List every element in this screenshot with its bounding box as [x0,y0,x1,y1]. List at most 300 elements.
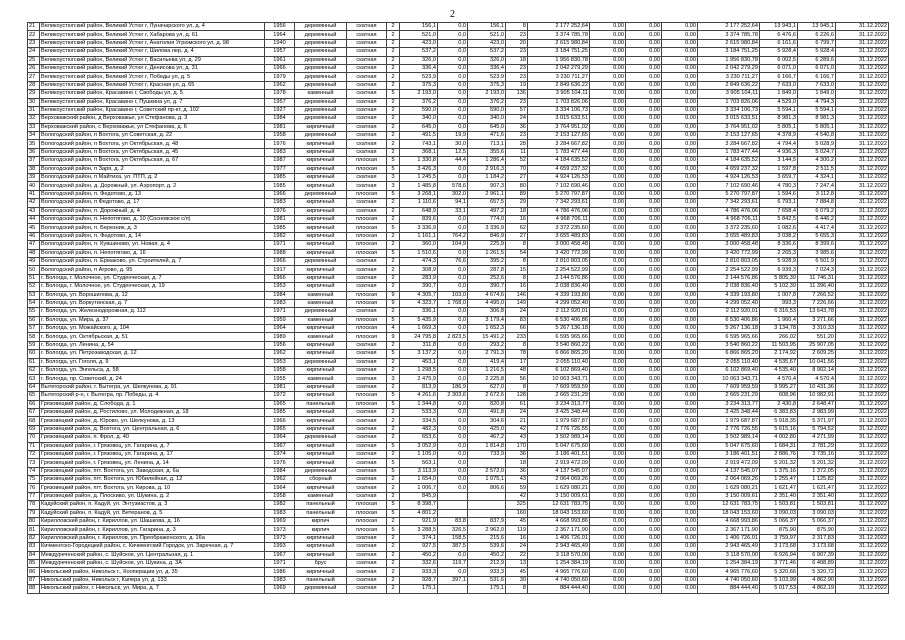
table-row [28,585,889,593]
cell-cost-federal: 0,00 [590,526,626,534]
cell-total-cost: 2 064 069,26 [528,476,590,484]
cell-cost-owners: 10 063 343,71 [698,375,760,383]
cell-unit-cost: 6 476,6 [760,31,798,39]
cell-roof-type: плоская [347,392,387,400]
cell-wall-material: деревянный [295,81,347,89]
cell-year-built: 1984 [265,291,295,299]
cell-residential-area: 467,2 [468,434,506,442]
cell-residents: 23 [506,31,528,39]
cell-cost-regional: 0,00 [626,48,662,56]
table-row [28,81,889,89]
cell-residents: 29 [506,199,528,207]
cell-total-area: 336,1 [400,308,438,316]
cell-cost-regional: 0,00 [626,459,662,467]
cell-total-area: 1 006,7 [400,484,438,492]
cell-year-built: 1958 [265,367,295,375]
cell-unit-cost: 4 378,9 [760,132,798,140]
cell-residential-area: 2 961,1 [468,190,506,198]
cell-cost-local: 0,00 [662,115,698,123]
cell-floors: 2 [387,518,400,526]
cell-address: Вологодский район, п Вохтога, ул Октябрьская, д. 45 [40,148,265,156]
cell-residential-area: 537,2 [468,48,506,56]
cell-address: Великоустюгский район, Великий Устюг г, Хабарова ул, д. 61 [40,31,265,39]
cell-wall-material: деревянный [295,467,347,475]
cell-floors: 5 [387,165,400,173]
cell-cost-owners: 884 444,40 [698,585,760,593]
cell-wall-material: деревянный [295,56,347,64]
cell-cost-federal: 0,00 [590,492,626,500]
cell-roof-type: скатная [347,484,387,492]
cell-residential-area: 215,6 [468,534,506,542]
cell-plan-date: 31.12.2022 [836,90,889,98]
cell-address: Грязовецкий район, д. Слобода, д. 1 [40,400,265,408]
cell-address: Вологодский район, п Заря, д. 2 [40,165,265,173]
cell-unit-cost: 3 771,46 [760,560,798,568]
cell-residential-area: 1 075,1 [468,476,506,484]
cell-cost-local: 0,00 [662,325,698,333]
cell-unit-cost: 2 430,8 [760,400,798,408]
cell-cost-federal: 0,00 [590,325,626,333]
cell-nonresidential-area: 0,0 [438,64,468,72]
cell-total-cost: 7 342 293,61 [528,199,590,207]
cell-cost-local: 0,00 [662,425,698,433]
table-row [28,249,889,257]
cell-residents: 15 [506,266,528,274]
cell-cost-federal: 0,00 [590,224,626,232]
cell-cost-local: 0,00 [662,23,698,31]
cell-plan-date: 31.12.2022 [836,299,889,307]
cell-max-unit-cost: 4 794,3 [798,98,836,106]
cell-wall-material: деревянный [295,585,347,593]
cell-cost-federal: 0,00 [590,358,626,366]
cell-max-unit-cost: 5 594,1 [798,106,836,114]
cell-cost-regional: 0,00 [626,64,662,72]
cell-residential-area: 287,8 [468,266,506,274]
cell-residents: 16 [506,534,528,542]
cell-plan-date: 31.12.2022 [836,325,889,333]
cell-residential-area: 375,3 [468,81,506,89]
cell-plan-date: 31.12.2022 [836,182,889,190]
cell-total-area: 928,7 [400,576,438,584]
cell-cost-regional: 0,00 [626,123,662,131]
cell-total-cost: 18 043 153,60 [528,509,590,517]
cell-roof-type: плоская [347,215,387,223]
cell-total-area: 375,3 [400,81,438,89]
cell-address: Никольский район, Никольск г, Капера ул, д. 133 [40,576,265,584]
cell-total-cost: 2 943 465,49 [528,543,590,551]
cell-cost-owners: 2 064 069,26 [698,476,760,484]
cell-year-built: 1981 [265,215,295,223]
cell-cost-owners: 4 184 635,52 [698,157,760,165]
cell-roof-type: скатная [347,459,387,467]
cell-row-number: 44 [28,215,40,223]
table-row [28,148,889,156]
cell-row-number: 87 [28,576,40,584]
cell-residents: 45 [506,568,528,576]
cell-max-unit-cost: 4 540,8 [798,132,836,140]
cell-year-built: 1982 [265,501,295,509]
cell-total-area: 4 801,2 [400,509,438,517]
cell-year-built: 1983 [265,576,295,584]
cell-floors: 5 [387,157,400,165]
cell-nonresidential-area: 0,0 [438,568,468,576]
cell-cost-federal: 0,00 [590,274,626,282]
cell-cost-federal: 0,00 [590,367,626,375]
cell-address: Великоустюгский район, Великий Устюг г, Денисова ул, д. 31 [40,64,265,72]
cell-address: Кадуйский район, п. Кадуй, ул. Ветеранов, д. 5 [40,509,265,517]
cell-residential-area: 423,0 [468,39,506,47]
cell-address: г. Вологда, ул. Петрозаводская, д. 12 [40,350,265,358]
cell-cost-owners: 5 267 136,18 [698,325,760,333]
cell-unit-cost: 6 166,7 [760,73,798,81]
cell-year-built: 1964 [265,31,295,39]
cell-max-unit-cost: 5 928,4 [798,48,836,56]
cell-total-cost: 3 425 348,44 [528,408,590,416]
table-row [28,190,889,198]
cell-residents: 8 [506,341,528,349]
cell-cost-federal: 0,00 [590,459,626,467]
cell-plan-date: 31.12.2022 [836,518,889,526]
cell-cost-local: 0,00 [662,48,698,56]
cell-total-area: 921,9 [400,518,438,526]
cell-total-area: 332,6 [400,560,438,568]
cell-floors: 9 [387,291,400,299]
cell-roof-type: плоская [347,518,387,526]
cell-residents: 48 [506,367,528,375]
cell-total-cost: 4 299 052,40 [528,299,590,307]
cell-residential-area: 336,4 [468,64,506,72]
cell-address: Кичменгско-Городецкий район, с. Кичменгский Городок, ул. Заречная, д. 7 [40,543,265,551]
table-row [28,207,889,215]
cell-floors: 2 [387,106,400,114]
cell-cost-regional: 0,00 [626,266,662,274]
cell-max-unit-cost: 6 071,0 [798,64,836,72]
cell-roof-type: скатная [347,568,387,576]
cell-total-area: 1 245,5 [400,174,438,182]
cell-nonresidential-area: 19,9 [438,132,468,140]
cell-roof-type: скатная [347,274,387,282]
cell-nonresidential-area: 2 823,5 [438,333,468,341]
cell-cost-owners: 2 615 980,84 [698,39,760,47]
cell-row-number: 58 [28,333,40,341]
cell-plan-date: 31.12.2022 [836,148,889,156]
cell-cost-local: 0,00 [662,207,698,215]
cell-wall-material: деревянный [295,23,347,31]
cell-unit-cost: 6 939,3 [760,266,798,274]
cell-cost-owners: 4 740 050,60 [698,576,760,584]
cell-nonresidential-area: 0,0 [438,367,468,375]
cell-residents: 11 [506,148,528,156]
cell-total-area: 590,0 [400,106,438,114]
cell-row-number: 66 [28,400,40,408]
cell-max-unit-cost: 7 266,52 [798,291,836,299]
cell-cost-local: 0,00 [662,232,698,240]
cell-unit-cost: 6 071,0 [760,64,798,72]
cell-floors: 5 [387,224,400,232]
cell-residents: 8 [506,274,528,282]
cell-cost-regional: 0,00 [626,31,662,39]
cell-cost-local: 0,00 [662,283,698,291]
cell-roof-type: скатная [347,132,387,140]
cell-residents: 66 [506,325,528,333]
cell-total-area: 1 298,5 [400,367,438,375]
cell-address: Великоустюгский район, Великий Устюг г, Васильева ул, д. 29 [40,56,265,64]
cell-total-area: 645,0 [400,123,438,131]
cell-cost-regional: 0,00 [626,383,662,391]
cell-plan-date: 31.12.2022 [836,106,889,114]
cell-cost-regional: 0,00 [626,367,662,375]
cell-plan-date: 31.12.2022 [836,257,889,265]
cell-unit-cost: 1 007,8 [760,291,798,299]
cell-year-built: 1983 [265,148,295,156]
cell-nonresidential-area: 0,0 [438,90,468,98]
cell-address: Вологодский район, п Агрово, д. 95 [40,266,265,274]
cell-plan-date: 31.12.2022 [836,140,889,148]
cell-row-number: 56 [28,316,40,324]
cell-cost-regional: 0,00 [626,492,662,500]
cell-max-unit-cost: 875,90 [798,526,836,534]
cell-roof-type: скатная [347,199,387,207]
cell-year-built: 1964 [265,484,295,492]
table-row [28,132,889,140]
cell-address: Грязовецкий район, г. Грязовец, ул. Гагарина, д. 17 [40,450,265,458]
cell-max-unit-cost: 6 166,7 [798,73,836,81]
cell-row-number: 27 [28,73,40,81]
cell-cost-regional: 0,00 [626,39,662,47]
cell-floors: 2 [387,543,400,551]
cell-total-area: 308,9 [400,266,438,274]
cell-cost-local: 0,00 [662,333,698,341]
table-row [28,90,889,98]
cell-cost-federal: 0,00 [590,56,626,64]
cell-row-number: 83 [28,543,40,551]
cell-wall-material: деревянный [295,48,347,56]
cell-cost-federal: 0,00 [590,560,626,568]
table-row [28,534,889,542]
cell-max-unit-cost: 3 173,68 [798,543,836,551]
cell-address: г. Вологда, г. Молочное, ул. Студенческая, д. 19 [40,283,265,291]
cell-floors: 2 [387,73,400,81]
cell-residential-area: 395,2 [468,257,506,265]
cell-floors: 2 [387,31,400,39]
cell-cost-owners: 3 655 489,83 [698,232,760,240]
cell-total-area: 1 344,8 [400,400,438,408]
cell-max-unit-cost: 5 371,97 [798,417,836,425]
cell-plan-date: 31.12.2022 [836,350,889,358]
cell-total-cost: 3 186 401,51 [528,450,590,458]
cell-floors: 2 [387,232,400,240]
cell-cost-local: 0,00 [662,31,698,39]
cell-residential-area: 539,6 [468,543,506,551]
cell-residential-area: 252,6 [468,274,506,282]
cell-cost-owners: 1 979 687,87 [698,417,760,425]
cell-floors: 2 [387,450,400,458]
cell-unit-cost: 1 375,16 [760,467,798,475]
cell-wall-material: кирпичный [295,232,347,240]
cell-cost-federal: 0,00 [590,48,626,56]
cell-cost-owners: 2 367 171,90 [698,526,760,534]
cell-max-unit-cost: 11 746,31 [798,274,836,282]
cell-cost-owners: 4 659 237,32 [698,165,760,173]
cell-year-built: 1955 [265,375,295,383]
cell-total-cost: 2 810 803,05 [528,257,590,265]
cell-residents: 61 [506,400,528,408]
cell-floors: 2 [387,484,400,492]
cell-plan-date: 31.12.2022 [836,157,889,165]
cell-nonresidential-area: 12,5 [438,148,468,156]
cell-residential-area: 2 962,0 [468,526,506,534]
cell-unit-cost: 2 265,3 [760,249,798,257]
cell-row-number: 80 [28,518,40,526]
table-row [28,31,889,39]
cell-nonresidential-area: 186,9 [438,383,468,391]
cell-max-unit-cost: 2 648,47 [798,400,836,408]
cell-cost-regional: 0,00 [626,182,662,190]
cell-year-built: 1985 [265,182,295,190]
cell-total-cost: 3 420 772,99 [528,249,590,257]
cell-residents: 36 [506,123,528,131]
cell-row-number: 63 [28,375,40,383]
cell-roof-type: плоская [347,249,387,257]
cell-residents: 8 [506,585,528,593]
cell-cost-regional: 0,00 [626,358,662,366]
cell-total-cost: 1 406 726,01 [528,534,590,542]
cell-unit-cost: 266,02 [760,333,798,341]
cell-wall-material: кирпичный [295,157,347,165]
cell-total-cost: 1 979 687,87 [528,417,590,425]
cell-plan-date: 31.12.2022 [836,224,889,232]
cell-roof-type: скатная [347,358,387,366]
cell-residents: 17 [506,358,528,366]
cell-total-cost: 2 144 576,86 [528,274,590,282]
cell-nonresidential-area: 0,0 [438,249,468,257]
cell-row-number: 36 [28,148,40,156]
cell-wall-material: кирпичный [295,341,347,349]
cell-cost-owners: 2 849 636,22 [698,81,760,89]
table-body [28,23,889,594]
cell-cost-owners: 7 102 690,46 [698,182,760,190]
cell-cost-local: 0,00 [662,266,698,274]
table-row [28,174,889,182]
cell-wall-material: кирпичный [295,283,347,291]
cell-total-cost: 3 230 711,27 [528,73,590,81]
cell-residential-area: 531,6 [468,576,506,584]
cell-unit-cost: 4 529,0 [760,98,798,106]
cell-max-unit-cost: 5 024,7 [798,148,836,156]
cell-roof-type: скатная [347,476,387,484]
cell-floors: 2 [387,23,400,31]
cell-floors: 5 [387,249,400,257]
cell-residential-area: 3 336,9 [468,224,506,232]
cell-residential-area: 774,0 [468,215,506,223]
cell-residents: 56 [506,375,528,383]
table-row [28,157,889,165]
cell-total-cost: 4 339 193,80 [528,291,590,299]
cell-address: Великоустюгский район, Великий Устюг г, Луначарского ул, д. 4 [40,23,265,31]
cell-plan-date: 31.12.2022 [836,215,889,223]
cell-row-number: 30 [28,98,40,106]
cell-nonresidential-area: 0,0 [438,274,468,282]
cell-row-number: 76 [28,484,40,492]
page-number: 2 [450,9,455,20]
cell-cost-owners: 3 905 104,11 [698,90,760,98]
cell-total-area: 1 485,8 [400,182,438,190]
cell-address: Грязовецкий район, пгт. Вохтога, ул. Заводская, д. 6а [40,467,265,475]
cell-cost-local: 0,00 [662,501,698,509]
cell-cost-owners: 4 339 193,80 [698,291,760,299]
cell-total-area: 4 323,7 [400,299,438,307]
cell-floors: 2 [387,115,400,123]
cell-cost-regional: 0,00 [626,23,662,31]
cell-cost-regional: 0,00 [626,224,662,232]
cell-unit-cost: 9 995,27 [760,383,798,391]
cell-cost-owners: 3 015 633,51 [698,115,760,123]
cell-total-area: 3 137,2 [400,350,438,358]
cell-address: Вологодский район, п. Непотягово, д. 16 [40,249,265,257]
cell-residents: 27 [506,232,528,240]
cell-cost-owners: 1 629 080,21 [698,484,760,492]
cell-row-number: 57 [28,325,40,333]
cell-cost-regional: 0,00 [626,476,662,484]
cell-year-built: 1966 [265,274,295,282]
cell-unit-cost: 4 780,3 [760,182,798,190]
cell-total-cost: 10 063 343,71 [528,375,590,383]
cell-plan-date: 31.12.2022 [836,174,889,182]
cell-max-unit-cost: 6 799,7 [798,39,836,47]
table-row [28,291,889,299]
cell-floors: 2 [387,257,400,265]
cell-total-area: 3 113,9 [400,467,438,475]
cell-cost-local: 0,00 [662,543,698,551]
cell-floors: 5 [387,509,400,517]
cell-floors: 2 [387,358,400,366]
cell-floors: 5 [387,190,400,198]
cell-roof-type: плоская [347,299,387,307]
cell-cost-owners: 4 668 993,86 [698,518,760,526]
cell-year-built: 1981 [265,383,295,391]
cell-cost-federal: 0,00 [590,341,626,349]
cell-row-number: 77 [28,492,40,500]
cell-cost-owners: 3 502 989,14 [698,434,760,442]
cell-cost-owners: 3 425 348,44 [698,408,760,416]
cell-plan-date: 31.12.2022 [836,81,889,89]
cell-floors: 2 [387,367,400,375]
cell-total-cost: 3 905 104,11 [528,90,590,98]
cell-cost-regional: 0,00 [626,115,662,123]
cell-nonresidential-area: 0,0 [438,283,468,291]
cell-roof-type: скатная [347,140,387,148]
cell-max-unit-cost: 10 982,91 [798,392,836,400]
cell-cost-owners: 7 609 959,59 [698,383,760,391]
cell-residents: 170 [506,442,528,450]
cell-year-built: 1981 [265,123,295,131]
cell-cost-local: 0,00 [662,249,698,257]
table-row [28,509,889,517]
cell-unit-cost: 8 981,3 [760,115,798,123]
cell-nonresidential-area: 76,6 [438,257,468,265]
cell-cost-regional: 0,00 [626,73,662,81]
cell-roof-type: скатная [347,425,387,433]
cell-plan-date: 31.12.2022 [836,576,889,584]
cell-max-unit-cost: 5 201,32 [798,459,836,467]
cell-row-number: 72 [28,450,40,458]
cell-wall-material: кирпичный [295,350,347,358]
cell-unit-cost: 7 658,4 [760,207,798,215]
cell-residential-area: 521,0 [468,31,506,39]
cell-floors: 2 [387,534,400,542]
cell-cost-federal: 0,00 [590,190,626,198]
cell-total-cost: 3 150 009,61 [528,492,590,500]
